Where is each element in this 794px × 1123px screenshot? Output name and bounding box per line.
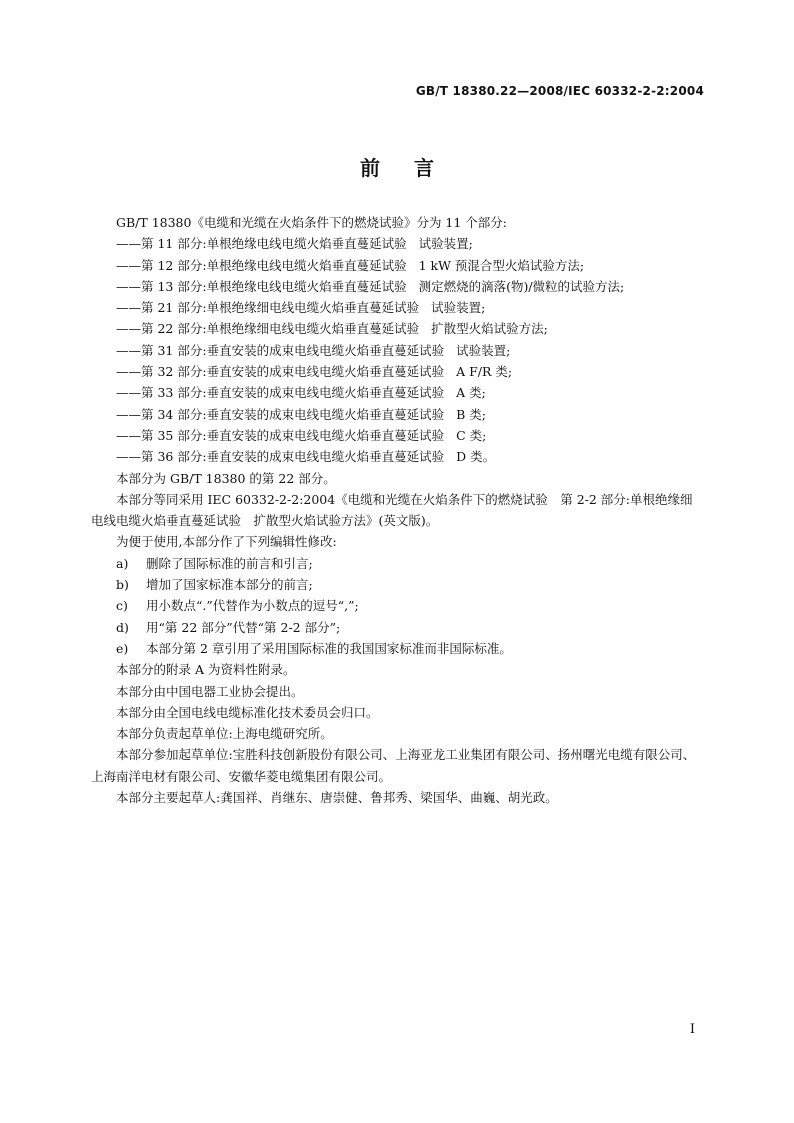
standard-code-header: GB/T 18380.22—2008/IEC 60332-2-2:2004 bbox=[415, 84, 704, 98]
edit-list-item: c) 用小数点“.”代替作为小数点的逗号“,”; bbox=[116, 598, 359, 614]
adoption-paragraph: 本部分等同采用 IEC 60332-2-2:2004《电缆和光缆在火焰条件下的燃烧试验 第 2-2 部分:单根绝缘细电线电缆火焰垂直蔓延试验 扩散型火焰试验方法》(英文版)。 bbox=[91, 491, 693, 529]
edit-list-item: a) 删除了国际标准的前言和引言; bbox=[116, 555, 313, 571]
part-list-item: ——第 32 部分:垂直安装的成束电线电缆火焰垂直蔓延试验 A F/R 类; bbox=[116, 364, 513, 380]
part-list-item: ——第 11 部分:单根绝缘电线电缆火焰垂直蔓延试验 试验装置; bbox=[116, 236, 473, 252]
intro-paragraph: GB/T 18380《电缆和光缆在火焰条件下的燃烧试验》分为 11 个部分: bbox=[116, 215, 508, 230]
edit-list-item: b) 增加了国家标准本部分的前言; bbox=[116, 577, 313, 593]
part-list-item: ——第 22 部分:单根绝缘细电线电缆火焰垂直蔓延试验 扩散型火焰试验方法; bbox=[116, 321, 548, 337]
document-body bbox=[91, 212, 703, 808]
edit-list-item: d) 用“第 22 部分”代替“第 2-2 部分”; bbox=[116, 619, 341, 635]
edit-list-item: e) 本部分第 2 章引用了采用国际标准的我国国家标准而非国际标准。 bbox=[116, 640, 512, 656]
part-list-item: ——第 12 部分:单根绝缘电线电缆火焰垂直蔓延试验 1 kW 预混合型火焰试验方法; bbox=[116, 257, 585, 273]
edit-intro-paragraph: 为便于使用,本部分作了下列编辑性修改: bbox=[116, 534, 337, 550]
drafting-unit-paragraph: 本部分负责起草单位:上海电缆研究所。 bbox=[116, 726, 333, 742]
proposed-paragraph: 本部分由中国电器工业协会提出。 bbox=[116, 683, 304, 699]
drafters-paragraph: 本部分主要起草人:龚国祥、肖继东、唐崇健、鲁邦秀、梁国华、曲巍、胡光政。 bbox=[116, 790, 558, 806]
part-list-item: ——第 33 部分:垂直安装的成束电线电缆火焰垂直蔓延试验 A 类; bbox=[116, 385, 486, 401]
part-list-item: ——第 34 部分:垂直安装的成束电线电缆火焰垂直蔓延试验 B 类; bbox=[116, 406, 486, 422]
part-list-item: ——第 21 部分:单根绝缘细电线电缆火焰垂直蔓延试验 试验装置; bbox=[116, 300, 486, 316]
part-list-item: ——第 36 部分:垂直安装的成束电线电缆火焰垂直蔓延试验 D 类。 bbox=[116, 449, 496, 465]
page-title: 前言 bbox=[360, 156, 468, 180]
this-part-paragraph: 本部分为 GB/T 18380 的第 22 部分。 bbox=[116, 470, 336, 486]
page-number: I bbox=[689, 1022, 695, 1037]
part-list-item: ——第 35 部分:垂直安装的成束电线电缆火焰垂直蔓延试验 C 类; bbox=[116, 427, 487, 443]
part-list-item: ——第 31 部分:垂直安装的成束电线电缆火焰垂直蔓延试验 试验装置; bbox=[116, 342, 511, 358]
part-list-item: ——第 13 部分:单根绝缘电线电缆火焰垂直蔓延试验 测定燃烧的滴落(物)/微粒的试验方法; bbox=[116, 278, 625, 294]
appendix-paragraph: 本部分的附录 A 为资料性附录。 bbox=[116, 662, 296, 678]
participating-units-paragraph: 本部分参加起草单位:宝胜科技创新股份有限公司、上海亚龙工业集团有限公司、扬州曙光电缆有限公司、上海南洋电材有限公司、安徽华菱电缆集团有限公司。 bbox=[91, 747, 696, 784]
managed-paragraph: 本部分由全国电线电缆标准化技术委员会归口。 bbox=[116, 704, 379, 720]
